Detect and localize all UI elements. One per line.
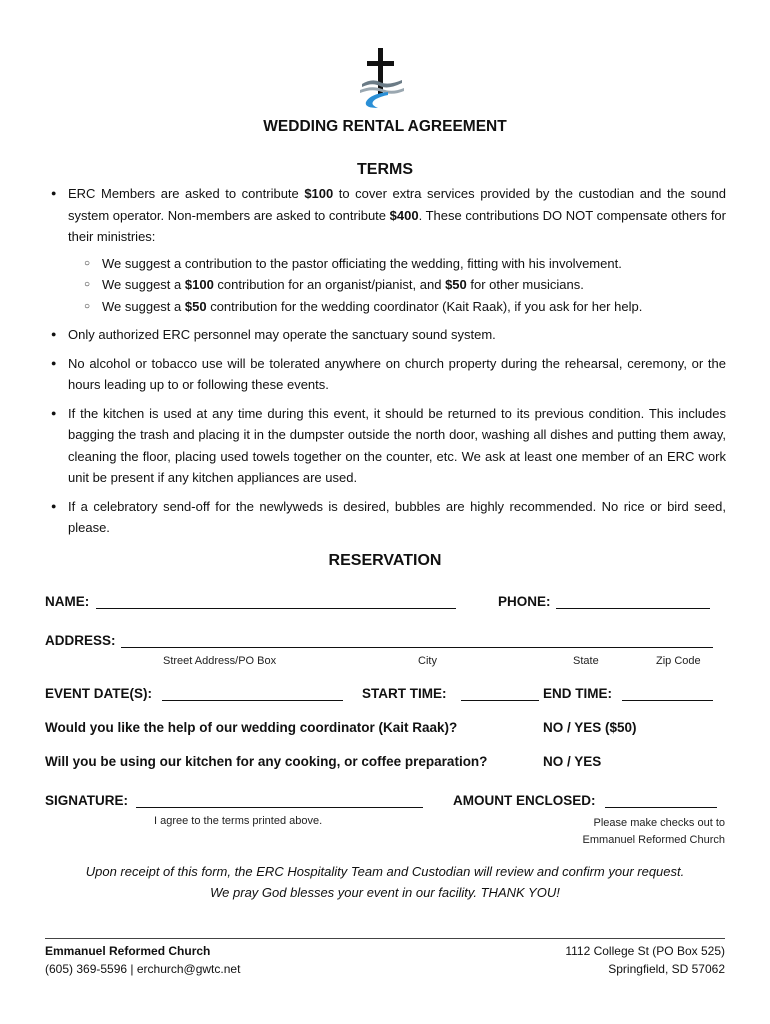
terms-item-contributions: ● ERC Members are asked to contribute $100 to cover extra services provided by the custodian and the sound system operator. Non-members are asked to contribute $400. These contributions DO NOT compensate others for their ministries: ○ We suggest a contribution to the pastor officiating the wedding, fitting with his involvement. ○ We suggest a $100 contribution for an organist/pianist, and $50 for other musicians. ○ We suggest a $50 contribution for the wedding coordinator (Kait Raak), if you ask for her help. xyxy=(48,183,726,317)
start-time-field[interactable] xyxy=(461,700,539,701)
event-dates-label: EVENT DATE(S): xyxy=(45,686,152,701)
signature-label: SIGNATURE: xyxy=(45,793,128,808)
start-time-label: START TIME: xyxy=(362,686,447,701)
end-time-field[interactable] xyxy=(622,700,713,701)
address-label: ADDRESS: xyxy=(45,633,116,648)
phone-field[interactable] xyxy=(556,608,710,609)
suggestion-coordinator: ○ We suggest a $50 contribution for the wedding coordinator (Kait Raak), if you ask for her help. xyxy=(68,296,726,318)
terms-item-sound-system: ● Only authorized ERC personnel may operate the sanctuary sound system. xyxy=(48,324,726,346)
kitchen-question: Will you be using our kitchen for any cooking, or coffee preparation? xyxy=(45,754,488,769)
cross-with-wave-logo-icon xyxy=(358,48,406,110)
city-caption: City xyxy=(418,655,437,667)
street-caption: Street Address/PO Box xyxy=(163,655,277,667)
signature-field[interactable] xyxy=(136,807,423,808)
suggestion-musicians: ○ We suggest a $100 contribution for an organist/pianist, and $50 for other musicians. xyxy=(68,274,726,296)
event-dates-field[interactable] xyxy=(162,700,343,701)
terms-heading: TERMS xyxy=(357,161,413,178)
address-field[interactable] xyxy=(121,647,713,648)
kitchen-options[interactable]: NO / YES xyxy=(543,754,602,769)
terms-item-send-off: ● If a celebratory send-off for the newlyweds is desired, bubbles are highly recommended. No rice or bird seed, please. xyxy=(48,496,726,539)
terms-list xyxy=(48,183,726,546)
zip-caption: Zip Code xyxy=(656,655,701,667)
amount-enclosed-label: AMOUNT ENCLOSED: xyxy=(453,793,596,808)
end-time-label: END TIME: xyxy=(543,686,612,701)
footer-contact: (605) 369-5596 | erchurch@gwtc.net xyxy=(45,962,241,976)
phone-label: PHONE: xyxy=(498,594,551,609)
coordinator-options[interactable]: NO / YES ($50) xyxy=(543,720,637,735)
suggestion-pastor: ○ We suggest a contribution to the pastor officiating the wedding, fitting with his involvement. xyxy=(68,253,726,275)
document-title: WEDDING RENTAL AGREEMENT xyxy=(263,118,507,135)
footer-address-line2: Springfield, SD 57062 xyxy=(608,962,725,976)
coordinator-question: Would you like the help of our wedding coordinator (Kait Raak)? xyxy=(45,720,458,735)
terms-item-alcohol: ● No alcohol or tobacco use will be tolerated anywhere on church property during the rehearsal, ceremony, or the hours leading up to or following these events. xyxy=(48,353,726,396)
footer-left xyxy=(45,942,240,978)
contribution-suggestions xyxy=(68,253,726,318)
reservation-heading: RESERVATION xyxy=(328,552,442,569)
checks-payable-caption: Please make checks out to Emmanuel Reformed Church xyxy=(582,817,725,846)
name-label: NAME: xyxy=(45,594,90,609)
signature-caption: I agree to the terms printed above. xyxy=(154,815,323,827)
state-caption: State xyxy=(573,655,599,667)
amount-enclosed-field[interactable] xyxy=(605,807,717,808)
footer-org-name: Emmanuel Reformed Church xyxy=(45,944,211,958)
footer-address-line1: 1112 College St (PO Box 525) xyxy=(565,944,725,958)
terms-item-kitchen: ● If the kitchen is used at any time during this event, it should be returned to its previous condition. This includes bagging the trash and placing it in the dumpster outside the north door, washing all dishes and putting them away, cleaning the floor, placing used towels together on the counter, etc. We ask at least one member of an ERC work unit be present if any kitchen appliances are used. xyxy=(48,403,726,489)
name-field[interactable] xyxy=(96,608,456,609)
footer-divider xyxy=(45,938,725,939)
closing-note: Upon receipt of this form, the ERC Hospitality Team and Custodian will review and confirm your request. We pray God blesses your event in our facility. THANK YOU! xyxy=(85,864,685,900)
footer-right xyxy=(565,942,725,978)
